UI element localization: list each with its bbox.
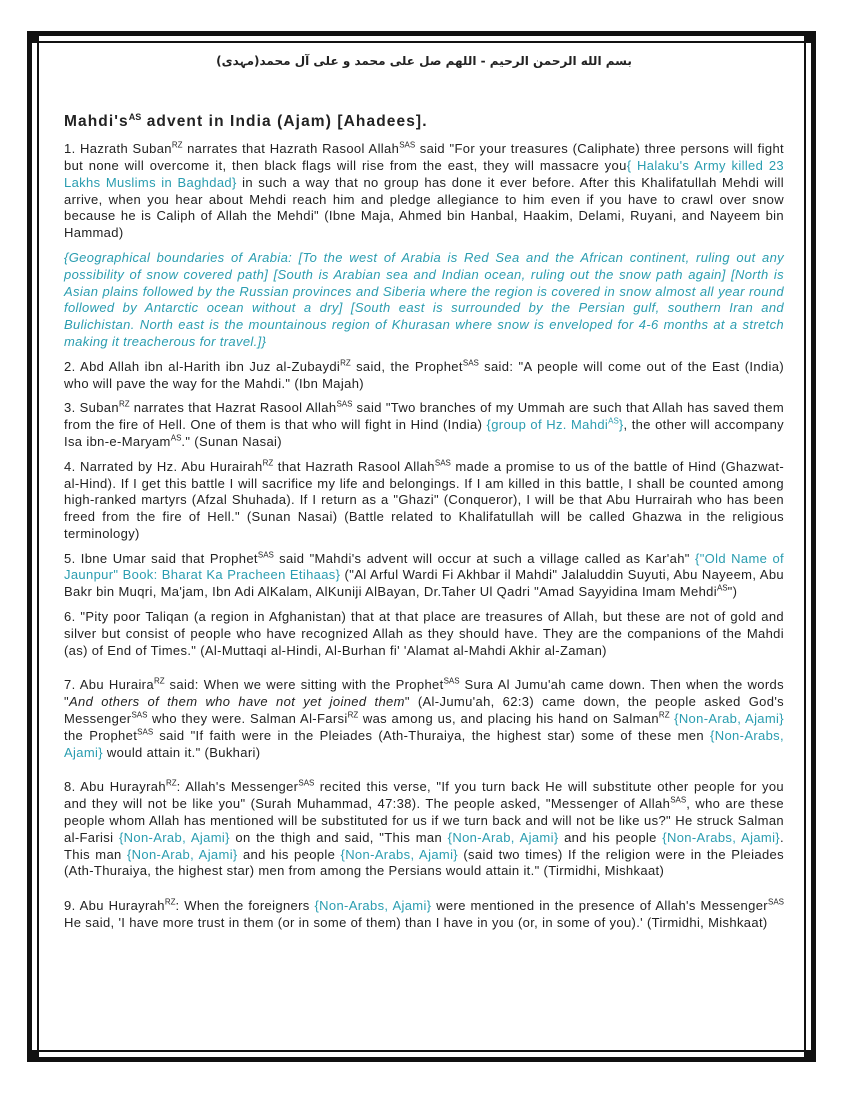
note: {Non-Arab, Ajami} [669, 711, 784, 727]
hadith-5: 5. Ibne Umar said that Prophet$^{SAS}$ said "Mahdi's advent will occur at such a village called as Kar'ah" {"Old Name of Jaunpur" Book: Bharat Ka Pracheen Etihaas} ("Al Arful Wardi Fi Akhbar il Mahdi" Jalaluddin Suyuti, Abu Nayeem, Abu Bakr bin Muqri, Ma'jam, Ibn Adi AlKalam, AlKuniji AlBayan, Dr.Taher Ul Qadri "Amad Sayyidina Imam Mehdi$^{AS}$") [64, 550, 785, 600]
hadith-3: 3. Suban$^{RZ}$ narrates that Hazrat Rasool Allah$^{SAS}$ said "Two branches of my Ummah are such that Allah has saved them from the fire of Hell. One of them is that who will fight in Hind (India) {group of Hz. Mahdi$^{AS}$}, the other will accompany Isa ibn-e-Maryam$^{AS}$." (Sunan Nasai) [64, 399, 784, 449]
note: {Non-Arabs, Ajami} [314, 898, 432, 914]
note: {Non-Arab, Ajami} [126, 846, 238, 862]
geography-note: {Geographical boundaries of Arabia: [To the west of Arabia is Red Sea and the African continent, ruling out any possibility of snow covered path] [South is Arabian sea and Indian ocean, ruling out the snow path again] [North is Asian plains followed by the Russian provinces and Siberia where the region is covered in snow almost all year round followed by Antarctic ocean without a dry] [South east is surrounded by the Persian gulf, southern Iran and Bulichistan. North east is the mountainous region of Khurasan where snow is enveloped for 4-6 months at a stretch making it treacherous for travel.]} [64, 249, 784, 349]
hadith-4: 4. Narrated by Hz. Abu Hurairah$^{RZ}$ that Hazrath Rasool Allah$^{SAS}$ made a promise to us of the battle of Hind (Ghazwat-al-Hind). If I get this battle I will sacrifice my life and belongings. If I am killed in this battle, I shall be counted among high-ranked martyrs (Afzal Shuhada). If I return as a "Ghazi" (Conqueror), I will be that Abu Hurrairah who has been freed from the fire of Hell." (Sunan Nasai) (Battle related to Khalifatullah will be called Ghazwa in the religious terminology) [64, 458, 785, 541]
hadith-6: 6. "Pity poor Taliqan (a region in Afghanistan) that at that place are treasures of Allah, but these are not of gold and silver but consist of people who have recognized Allah as they should have. They are the companions of the Mahdi (as) of End of Times." (Al-Muttaqi al-Hindi, Al-Burhan fi' 'Alamat al-Mahdi Akhir al-Zaman) [64, 609, 784, 658]
page-title: $Mahdi's^{AS}$ advent in India (Ajam) [Ahadees]. [64, 112, 428, 131]
frame-corner [804, 31, 816, 43]
note: {Non-Arabs, Ajami} [64, 727, 784, 760]
frame-corner [804, 1050, 816, 1062]
frame-corner [27, 31, 39, 43]
note: {Non-Arab, Ajami} [447, 829, 559, 845]
hadith-2: 2. Abd Allah ibn al-Harith ibn Juz al-Zubaydi$^{RZ}$ said, the Prophet$^{SAS}$ said: "A people will come out of the East (India) who will pave the way for the Mahdi." (Ibn Majah) [64, 358, 784, 391]
note: {group of Hz. Mahdi$^{AS}$} [486, 416, 624, 433]
hadith-8: 8. Abu Hurayrah$^{RZ}$: Allah's Messenger$^{SAS}$ recited this verse, "If you turn back He will substitute other people for you and they will not be like you" (Surah Muhammad, 47:38). The people asked, "Messenger of Allah$^{SAS}$, who are these people whom Allah has mentioned will be substituted for us if we turn back and will not be like us?" He struck Salman al-Farisi {Non-Arab, Ajami} on the thigh and said, "This man {Non-Arab, Ajami} and his people {Non-Arabs, Ajami}. This man {Non-Arab, Ajami} and his people {Non-Arabs, Ajami} (said two times) If the religion were in the Pleiades (Ath-Thuraiya, the highest star) men from among the Persians would attain it." (Tirmidhi, Mishkaat) [64, 779, 785, 879]
note: {Non-Arabs, Ajami} [662, 829, 781, 845]
hadith-1: 1. Hazrath Suban$^{RZ}$ narrates that Hazrath Rasool Allah$^{SAS}$ said "For your treasures (Caliphate) three persons will fight but none will overcome it, then black flags will rise from the east, they will massacre you{ Halaku's Army killed 23 Lakhs Muslims in Baghdad} in such a way that no group has done it ever before. After this Khalifatullah Mehdi will arrive, when you hear about Mehdi reach him and pledge allegiance to him even if you have to crawl over snow because he is Caliph of Allah the Mehdi" (Ibne Maja, Ahmed bin Hanbal, Haakim, Delami, Ruyani, and Nayeem bin Hammad) [64, 140, 785, 241]
hadith-7: 7. Abu Huraira$^{RZ}$ said: When we were sitting with the Prophet$^{SAS}$ Sura Al Jumu'ah came down. Then when the words "And others of them who have not yet joined them" (Al-Jumu'ah, 62:3) came down, the people asked God's Messenger$^{SAS}$ who they were. Salman Al-Farsi$^{RZ}$ was among us, and placing his hand on Salman$^{RZ}$ {Non-Arab, Ajami} the Prophet$^{SAS}$ said "If faith were in the Pleiades (Ath-Thuraiya, the highest star) some of these men {Non-Arabs, Ajami} would attain it." (Bukhari) [64, 677, 785, 760]
note: {"Old Name of Jaunpur" Book: Bharat Ka Pracheen Etihaas} [64, 550, 785, 583]
document-body [64, 54, 784, 940]
note: {Non-Arab, Ajami} [118, 829, 230, 845]
hadith-9: 9. Abu Hurayrah$^{RZ}$: When the foreigners {Non-Arabs, Ajami} were mentioned in the presence of Allah's Messenger$^{SAS}$ He said, 'I have more trust in them (or in some of them) than I have in you (or, in some of you).' (Tirmidhi, Mishkaat) [64, 897, 784, 931]
frame-corner [27, 1050, 39, 1062]
note: {Non-Arabs, Ajami} [340, 846, 459, 862]
arabic-header: بسم الله الرحمن الرحيم - اللهم صل على محمد و على آل محمد(مہدی) [216, 54, 632, 68]
note: { Halaku's Army killed 23 Lakhs Muslims in Baghdad} [64, 157, 784, 190]
